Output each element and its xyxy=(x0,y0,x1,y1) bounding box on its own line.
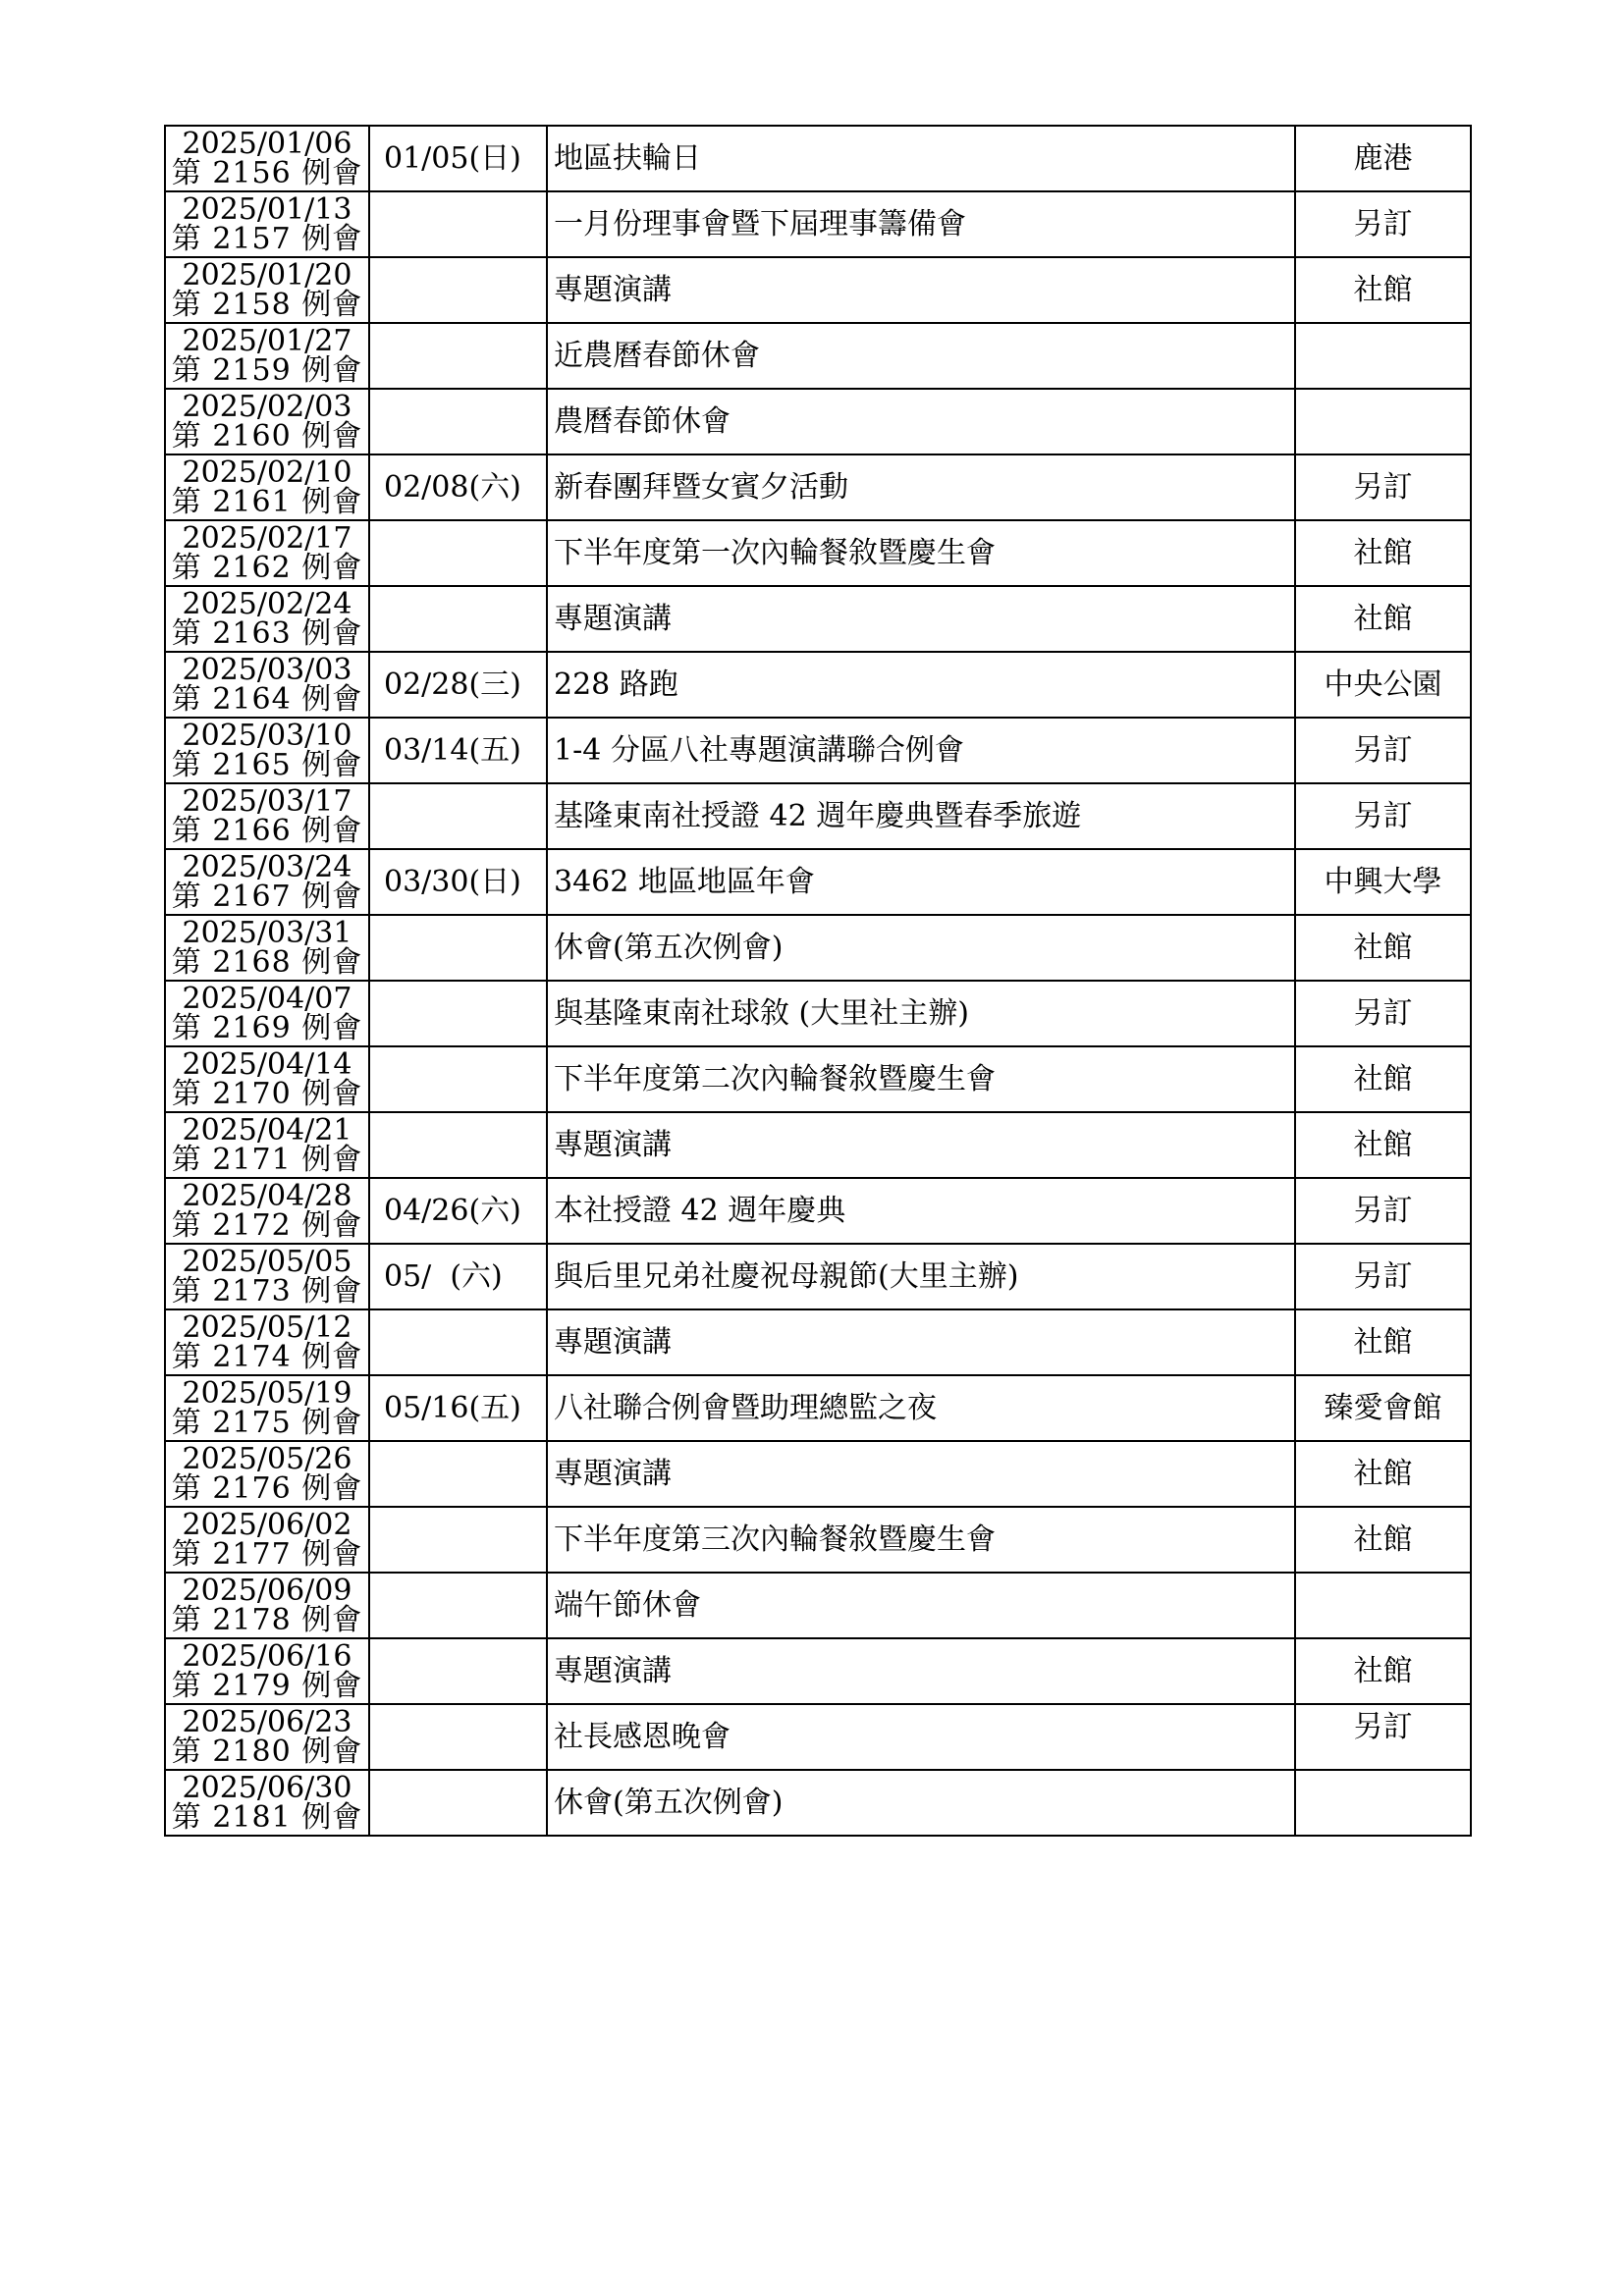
meeting-date: 2025/06/02 xyxy=(182,1507,352,1542)
meeting-cell xyxy=(165,981,369,1046)
meeting-number: 第 2160 例會 xyxy=(171,418,363,454)
schedule-row xyxy=(165,1441,1471,1507)
schedule-row xyxy=(165,520,1471,586)
schedule-row xyxy=(165,257,1471,323)
meeting-date: 2025/04/07 xyxy=(182,981,352,1016)
activity-date: 02/08(六) xyxy=(369,454,547,520)
event-name: 下半年度第二次內輪餐敘暨慶生會 xyxy=(547,1046,1295,1112)
schedule-body xyxy=(165,126,1471,1836)
activity-date xyxy=(369,915,547,981)
schedule-row xyxy=(165,1309,1471,1375)
venue: 社館 xyxy=(1295,1309,1471,1375)
meeting-cell xyxy=(165,520,369,586)
schedule-row xyxy=(165,1046,1471,1112)
activity-date xyxy=(369,257,547,323)
meeting-cell xyxy=(165,652,369,718)
meeting-number: 第 2171 例會 xyxy=(171,1142,363,1177)
venue: 另訂 xyxy=(1295,718,1471,783)
meeting-number: 第 2169 例會 xyxy=(171,1010,363,1045)
meeting-cell xyxy=(165,1441,369,1507)
event-name: 228 路跑 xyxy=(547,652,1295,718)
meeting-number: 第 2159 例會 xyxy=(171,352,363,388)
meeting-date: 2025/05/12 xyxy=(182,1309,352,1345)
meeting-date: 2025/05/05 xyxy=(182,1244,352,1279)
schedule-row xyxy=(165,1770,1471,1836)
schedule-row xyxy=(165,389,1471,454)
venue: 中央公園 xyxy=(1295,652,1471,718)
meeting-cell xyxy=(165,1046,369,1112)
venue: 另訂 xyxy=(1295,783,1471,849)
venue xyxy=(1295,389,1471,454)
venue xyxy=(1295,1770,1471,1836)
meeting-number: 第 2157 例會 xyxy=(171,221,363,256)
event-name: 專題演講 xyxy=(547,1112,1295,1178)
meeting-date: 2025/01/13 xyxy=(182,191,352,227)
meeting-date: 2025/03/31 xyxy=(182,915,352,950)
activity-date xyxy=(369,1638,547,1704)
activity-date: 03/30(日) xyxy=(369,849,547,915)
activity-date: 01/05(日) xyxy=(369,126,547,191)
event-name: 下半年度第一次內輪餐敘暨慶生會 xyxy=(547,520,1295,586)
venue: 另訂 xyxy=(1295,1244,1471,1309)
meeting-cell xyxy=(165,1112,369,1178)
venue: 另訂 xyxy=(1295,454,1471,520)
meeting-number: 第 2167 例會 xyxy=(171,879,363,914)
schedule-row xyxy=(165,783,1471,849)
venue: 鹿港 xyxy=(1295,126,1471,191)
schedule-row xyxy=(165,1507,1471,1573)
meeting-number: 第 2176 例會 xyxy=(171,1470,363,1506)
meeting-date: 2025/01/06 xyxy=(182,126,352,161)
meeting-cell xyxy=(165,849,369,915)
meeting-date: 2025/01/27 xyxy=(182,323,352,358)
meeting-number: 第 2161 例會 xyxy=(171,484,363,519)
meeting-cell xyxy=(165,1375,369,1441)
meeting-number: 第 2178 例會 xyxy=(171,1602,363,1637)
event-name: 近農曆春節休會 xyxy=(547,323,1295,389)
meeting-cell xyxy=(165,915,369,981)
activity-date xyxy=(369,1770,547,1836)
meeting-date: 2025/04/28 xyxy=(182,1178,352,1213)
schedule-row xyxy=(165,1638,1471,1704)
activity-date: 05/ (六) xyxy=(369,1244,547,1309)
meeting-date: 2025/06/16 xyxy=(182,1638,352,1674)
venue: 社館 xyxy=(1295,520,1471,586)
event-name: 專題演講 xyxy=(547,1441,1295,1507)
meeting-number: 第 2158 例會 xyxy=(171,287,363,322)
meeting-date: 2025/02/17 xyxy=(182,520,352,556)
meeting-date: 2025/03/17 xyxy=(182,783,352,819)
venue: 另訂 xyxy=(1295,191,1471,257)
schedule-row xyxy=(165,1375,1471,1441)
meeting-number: 第 2162 例會 xyxy=(171,550,363,585)
schedule-row xyxy=(165,652,1471,718)
activity-date xyxy=(369,1309,547,1375)
schedule-row xyxy=(165,718,1471,783)
event-name: 農曆春節休會 xyxy=(547,389,1295,454)
event-name: 地區扶輪日 xyxy=(547,126,1295,191)
meeting-date: 2025/02/03 xyxy=(182,389,352,424)
meeting-date: 2025/04/14 xyxy=(182,1046,352,1082)
venue: 另訂 xyxy=(1295,1178,1471,1244)
schedule-row xyxy=(165,586,1471,652)
meeting-cell xyxy=(165,1507,369,1573)
meeting-cell xyxy=(165,1704,369,1770)
event-name: 休會(第五次例會) xyxy=(547,915,1295,981)
venue: 社館 xyxy=(1295,1046,1471,1112)
meeting-cell xyxy=(165,389,369,454)
activity-date: 02/28(三) xyxy=(369,652,547,718)
schedule-row xyxy=(165,323,1471,389)
meeting-date: 2025/02/10 xyxy=(182,454,352,490)
activity-date xyxy=(369,1441,547,1507)
event-name: 社長感恩晚會 xyxy=(547,1704,1295,1770)
event-name: 專題演講 xyxy=(547,257,1295,323)
meeting-number: 第 2174 例會 xyxy=(171,1339,363,1374)
venue: 社館 xyxy=(1295,1441,1471,1507)
activity-date xyxy=(369,586,547,652)
meeting-number: 第 2175 例會 xyxy=(171,1405,363,1440)
activity-date xyxy=(369,323,547,389)
schedule-row xyxy=(165,126,1471,191)
activity-date xyxy=(369,1573,547,1638)
meeting-number: 第 2179 例會 xyxy=(171,1668,363,1703)
activity-date xyxy=(369,1507,547,1573)
venue: 社館 xyxy=(1295,1507,1471,1573)
meeting-date: 2025/06/23 xyxy=(182,1704,352,1739)
venue xyxy=(1295,323,1471,389)
meeting-cell xyxy=(165,586,369,652)
meeting-date: 2025/06/30 xyxy=(182,1770,352,1805)
meeting-date: 2025/05/19 xyxy=(182,1375,352,1411)
event-name: 3462 地區地區年會 xyxy=(547,849,1295,915)
schedule-row xyxy=(165,849,1471,915)
meeting-cell xyxy=(165,718,369,783)
meeting-number: 第 2173 例會 xyxy=(171,1273,363,1308)
activity-date: 03/14(五) xyxy=(369,718,547,783)
meeting-number: 第 2180 例會 xyxy=(171,1734,363,1769)
venue: 臻愛會館 xyxy=(1295,1375,1471,1441)
meeting-number: 第 2181 例會 xyxy=(171,1799,363,1835)
meeting-cell xyxy=(165,1244,369,1309)
event-name: 端午節休會 xyxy=(547,1573,1295,1638)
meeting-cell xyxy=(165,126,369,191)
meeting-number: 第 2172 例會 xyxy=(171,1207,363,1243)
activity-date: 05/16(五) xyxy=(369,1375,547,1441)
meeting-cell xyxy=(165,323,369,389)
event-name: 一月份理事會暨下屆理事籌備會 xyxy=(547,191,1295,257)
activity-date xyxy=(369,1704,547,1770)
activity-date: 04/26(六) xyxy=(369,1178,547,1244)
event-name: 與后里兄弟社慶祝母親節(大里主辦) xyxy=(547,1244,1295,1309)
meeting-date: 2025/05/26 xyxy=(182,1441,352,1476)
activity-date xyxy=(369,783,547,849)
meeting-number: 第 2170 例會 xyxy=(171,1076,363,1111)
activity-date xyxy=(369,520,547,586)
venue: 社館 xyxy=(1295,1638,1471,1704)
meeting-number: 第 2166 例會 xyxy=(171,813,363,848)
schedule-row xyxy=(165,454,1471,520)
event-name: 專題演講 xyxy=(547,1309,1295,1375)
meeting-number: 第 2165 例會 xyxy=(171,747,363,782)
venue: 社館 xyxy=(1295,586,1471,652)
meeting-date: 2025/04/21 xyxy=(182,1112,352,1148)
schedule-row xyxy=(165,1573,1471,1638)
meeting-cell xyxy=(165,1309,369,1375)
meeting-cell xyxy=(165,191,369,257)
activity-date xyxy=(369,981,547,1046)
event-name: 休會(第五次例會) xyxy=(547,1770,1295,1836)
venue: 社館 xyxy=(1295,1112,1471,1178)
meeting-date: 2025/01/20 xyxy=(182,257,352,293)
meeting-number: 第 2163 例會 xyxy=(171,615,363,651)
meeting-cell xyxy=(165,1638,369,1704)
venue: 另訂 xyxy=(1295,1704,1471,1770)
meeting-date: 2025/03/03 xyxy=(182,652,352,687)
schedule-row xyxy=(165,1112,1471,1178)
venue: 中興大學 xyxy=(1295,849,1471,915)
meeting-cell xyxy=(165,257,369,323)
schedule-row xyxy=(165,191,1471,257)
event-name: 本社授證 42 週年慶典 xyxy=(547,1178,1295,1244)
venue: 社館 xyxy=(1295,915,1471,981)
meeting-date: 2025/03/24 xyxy=(182,849,352,884)
activity-date xyxy=(369,1112,547,1178)
meeting-cell xyxy=(165,783,369,849)
venue: 社館 xyxy=(1295,257,1471,323)
schedule-row xyxy=(165,981,1471,1046)
event-name: 八社聯合例會暨助理總監之夜 xyxy=(547,1375,1295,1441)
meeting-number: 第 2168 例會 xyxy=(171,944,363,980)
meeting-cell xyxy=(165,1770,369,1836)
event-name: 專題演講 xyxy=(547,1638,1295,1704)
meeting-date: 2025/03/10 xyxy=(182,718,352,753)
venue xyxy=(1295,1573,1471,1638)
meeting-schedule-table xyxy=(164,125,1472,1837)
schedule-row xyxy=(165,915,1471,981)
meeting-cell xyxy=(165,454,369,520)
meeting-number: 第 2177 例會 xyxy=(171,1536,363,1572)
meeting-cell xyxy=(165,1178,369,1244)
schedule-row xyxy=(165,1178,1471,1244)
event-name: 新春團拜暨女賓夕活動 xyxy=(547,454,1295,520)
event-name: 下半年度第三次內輪餐敘暨慶生會 xyxy=(547,1507,1295,1573)
meeting-cell xyxy=(165,1573,369,1638)
event-name: 專題演講 xyxy=(547,586,1295,652)
schedule-row xyxy=(165,1704,1471,1770)
event-name: 與基隆東南社球敘 (大里社主辦) xyxy=(547,981,1295,1046)
meeting-number: 第 2164 例會 xyxy=(171,681,363,717)
meeting-number: 第 2156 例會 xyxy=(171,155,363,190)
venue: 另訂 xyxy=(1295,981,1471,1046)
event-name: 1-4 分區八社專題演講聯合例會 xyxy=(547,718,1295,783)
activity-date xyxy=(369,389,547,454)
meeting-date: 2025/06/09 xyxy=(182,1573,352,1608)
meeting-date: 2025/02/24 xyxy=(182,586,352,621)
event-name: 基隆東南社授證 42 週年慶典暨春季旅遊 xyxy=(547,783,1295,849)
activity-date xyxy=(369,191,547,257)
activity-date xyxy=(369,1046,547,1112)
schedule-row xyxy=(165,1244,1471,1309)
